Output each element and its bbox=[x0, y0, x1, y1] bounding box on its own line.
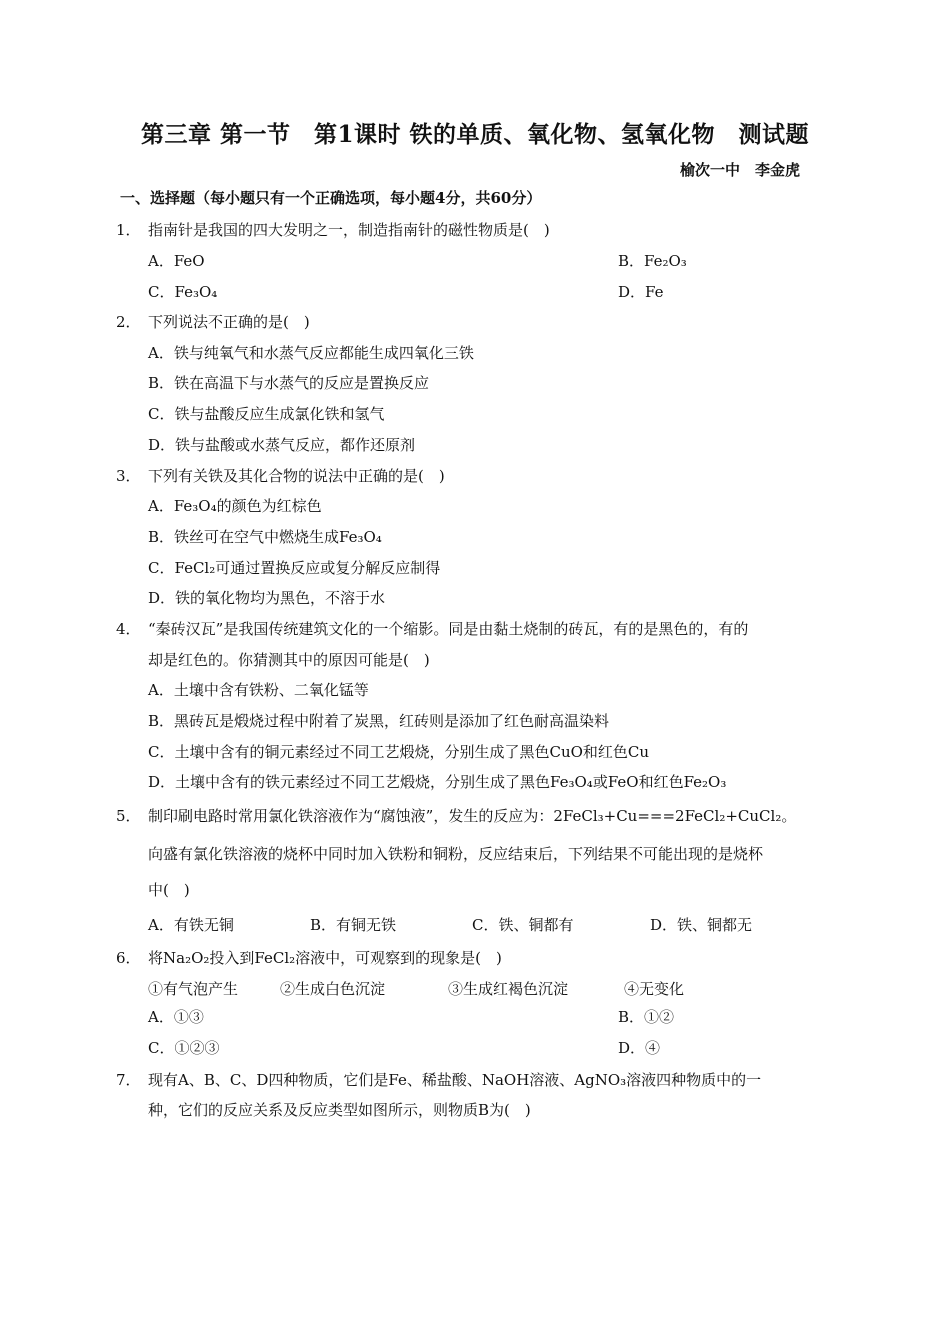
option: C．FeCl₂可通过置换反应或复分解反应制得 bbox=[148, 559, 441, 577]
phenomenon-item: ④无变化 bbox=[624, 980, 685, 998]
option: A．Fe₃O₄的颜色为红棕色 bbox=[148, 497, 322, 515]
question-number: 1． bbox=[116, 221, 141, 239]
section-heading: 一、选择题（每小题只有一个正确选项，每小题4分，共60分） bbox=[120, 189, 542, 207]
question-number: 3． bbox=[116, 467, 141, 485]
option: A．土壤中含有铁粉、二氧化锰等 bbox=[148, 681, 369, 699]
question-text: “秦砖汉瓦”是我国传统建筑文化的一个缩影。同是由黏土烧制的砖瓦，有的是黑色的，有的 bbox=[148, 620, 749, 638]
option: D．Fe bbox=[618, 283, 664, 301]
option: D．铁与盐酸或水蒸气反应，都作还原剂 bbox=[148, 436, 416, 454]
question-text-continued: 向盛有氯化铁溶液的烧杯中同时加入铁粉和铜粉，反应结束后，下列结果不可能出现的是烧杯 bbox=[148, 845, 764, 863]
phenomenon-item: ①有气泡产生 bbox=[148, 980, 239, 998]
question-number: 7． bbox=[116, 1071, 141, 1089]
option: D．铁、铜都无 bbox=[650, 916, 753, 934]
option: D．铁的氧化物均为黑色，不溶于水 bbox=[148, 589, 386, 607]
question-number: 5． bbox=[116, 807, 141, 825]
option: D．④ bbox=[618, 1039, 661, 1057]
option: C．土壤中含有的铜元素经过不同工艺煅烧，分别生成了黑色CuO和红色Cu bbox=[148, 743, 650, 761]
question-number: 6． bbox=[116, 949, 141, 967]
option: B．黑砖瓦是煅烧过程中附着了炭黑，红砖则是添加了红色耐高温染料 bbox=[148, 712, 610, 730]
option: C．①②③ bbox=[148, 1039, 220, 1057]
option: D．土壤中含有的铁元素经过不同工艺煅烧，分别生成了黑色Fe₃O₄或FeO和红色Fe₂O₃ bbox=[148, 773, 727, 791]
option: B．①② bbox=[618, 1008, 675, 1026]
option: B．Fe₂O₃ bbox=[618, 252, 687, 270]
question-number: 2． bbox=[116, 313, 141, 331]
option: A．铁与纯氧气和水蒸气反应都能生成四氧化三铁 bbox=[148, 344, 474, 362]
page-title: 第三章 第一节 第1课时 铁的单质、氧化物、氢氧化物 测试题 bbox=[140, 121, 810, 148]
question-text-continued: 中( ) bbox=[148, 881, 190, 899]
question-text: 制印刷电路时常用氯化铁溶液作为“腐蚀液”，发生的反应为：2FeCl₃+Cu===2FeCl₂+CuCl₂。 bbox=[148, 807, 797, 825]
option: A．有铁无铜 bbox=[148, 916, 234, 934]
option: A．①③ bbox=[148, 1008, 204, 1026]
phenomenon-item: ③生成红褐色沉淀 bbox=[448, 980, 569, 998]
question-text-continued: 种，它们的反应关系及反应类型如图所示，则物质B为( ) bbox=[148, 1101, 531, 1119]
question-text: 现有A、B、C、D四种物质，它们是Fe、稀盐酸、NaOH溶液、AgNO₃溶液四种物质中的一 bbox=[148, 1071, 762, 1089]
option: C．铁与盐酸反应生成氯化铁和氢气 bbox=[148, 405, 385, 423]
option: B．铁在高温下与水蒸气的反应是置换反应 bbox=[148, 374, 430, 392]
question-text: 将Na₂O₂投入到FeCl₂溶液中，可观察到的现象是( ) bbox=[148, 949, 502, 967]
option: B．有铜无铁 bbox=[310, 916, 397, 934]
author-line: 榆次一中 李金虎 bbox=[679, 161, 800, 179]
question-text-continued: 却是红色的。你猜测其中的原因可能是( ) bbox=[148, 651, 430, 669]
option: C．铁、铜都有 bbox=[472, 916, 574, 934]
phenomenon-item: ②生成白色沉淀 bbox=[280, 980, 386, 998]
option: A．FeO bbox=[148, 252, 205, 270]
question-text: 指南针是我国的四大发明之一，制造指南针的磁性物质是( ) bbox=[148, 221, 550, 239]
question-text: 下列说法不正确的是( ) bbox=[148, 313, 310, 331]
question-number: 4． bbox=[116, 620, 141, 638]
question-text: 下列有关铁及其化合物的说法中正确的是( ) bbox=[148, 467, 445, 485]
option: C．Fe₃O₄ bbox=[148, 283, 218, 301]
option: B．铁丝可在空气中燃烧生成Fe₃O₄ bbox=[148, 528, 382, 546]
